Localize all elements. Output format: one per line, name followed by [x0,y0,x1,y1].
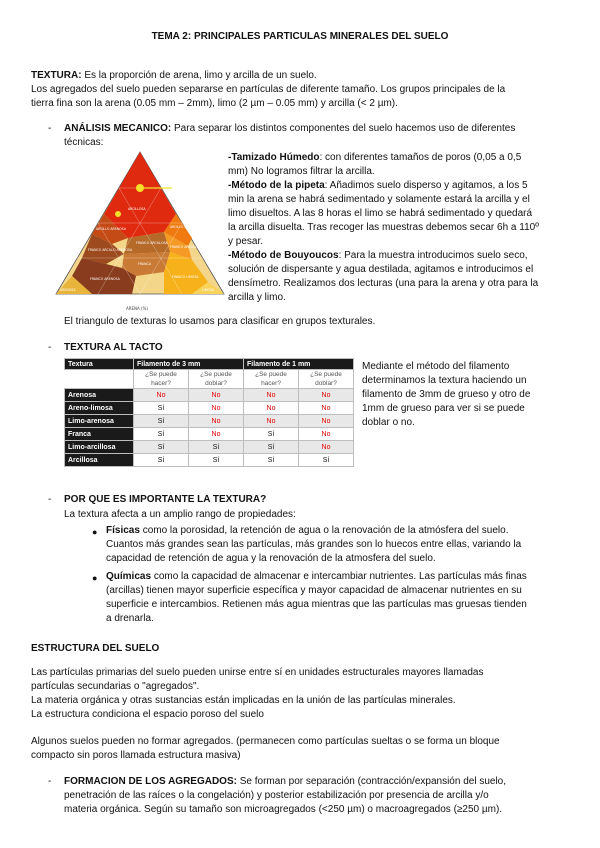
tamizado-line-1: : con diferentes tamaños de poros (0,05 a 0,5 [319,152,522,163]
table-cell: Sí [134,428,189,441]
triangle-label: ARCILLO LIMOSA [170,225,197,229]
triangle-label: ARENOSA [60,288,76,292]
textura-line-1: Es la proporción de arena, limo y arcilla de un suelo. [84,70,317,81]
row-label: Franca [65,428,134,441]
row-label: Areno-limosa [65,402,134,415]
tacto-desc-line: Mediante el método del filamento [362,361,510,372]
quimicas-line-4: a drenarla. [106,613,154,624]
texture-triangle-figure [52,148,228,316]
estructura-line: La materia orgánica y otras sustancias están implicadas en la unión de las partículas minerales. [31,695,456,706]
pipeta-line-1: : Añadimos suelo disperso y agitamos, a los 5 [324,180,528,191]
table-subheader: ¿Se puede hacer? [134,370,189,389]
table-row [65,389,354,402]
tamizado-line-2: mm) No logramos filtrar la arcilla. [228,166,375,177]
table-cell: Sí [299,454,354,467]
table-cell: Sí [244,454,299,467]
table-cell: No [189,415,244,428]
table-header: Textura [65,359,134,370]
triangle-label: FRANCA [138,262,151,266]
table-cell: Sí [189,454,244,467]
tacto-table-wrap [64,358,354,467]
table-row [65,454,354,467]
pipeta-line-5: y pesar. [228,236,264,247]
triangle-label: FRANCO ARENOSA [90,277,120,281]
dash-analisis: - [48,123,52,134]
table-cell: Sí [134,441,189,454]
estructura-line: compacto sin poros llamada estructura masiva) [31,750,241,761]
analisis-intro [64,122,564,150]
table-cell: No [299,441,354,454]
table-cell: Sí [134,454,189,467]
tacto-table [64,358,354,467]
analisis-line-1: Para separar los distintos componentes del suelo hacemos uso de diferentes [174,123,516,134]
pipeta-line-2: min la arena se habrá sedimentado y solamente estará la arcilla y el [228,194,530,205]
table-cell: No [299,402,354,415]
quimicas-line-3: superficie e intercambios. Retienen más agua mientras que las partículas mas gruesas tienden [106,599,527,610]
textura-line-3: tierra fina son la arena (0.05 mm – 2mm), limo (2 µm – 0.05 mm) y arcilla (< 2 µm). [31,98,398,109]
row-label: Limo-arenosa [65,415,134,428]
formacion-line-1: Se forman por separación (contracción/expansión del suelo, [239,776,507,787]
table-cell: Sí [134,415,189,428]
triangle-label: LIMOSA [202,288,215,292]
formacion-label: FORMACION DE LOS AGREGADOS: [64,776,237,787]
importante-label: POR QUE ES IMPORTANTE LA TEXTURA? [64,494,267,505]
table-subheader: ¿Se puede doblar? [189,370,244,389]
triangle-label: FRANCO ARCILLO ARENOSA [88,248,133,252]
fisicas-line-1: como la porosidad, la retención de agua o la renovación de la atmósfera del suelo. [142,525,509,536]
triangle-note: El triangulo de texturas lo usamos para clasificar en grupos texturales. [64,316,376,327]
quimicas-line-1: como la capacidad de almacenar e intercambiar nutrientes. Las partículas más finas [153,571,527,582]
table-row [65,441,354,454]
bouyoucos-label: -Método de Bouyoucos [228,250,339,261]
table-cell: No [244,402,299,415]
tacto-desc [362,360,577,430]
quimicas-block [106,570,576,626]
estructura-line: Algunos suelos pueden no formar agregados. (permanecen como partículas sueltas o se forma un bloque [31,736,500,747]
fisicas-block [106,524,576,566]
triangle-label: ARCILLO ARENOSA [96,227,126,231]
quimicas-label: Químicas [106,571,152,582]
estructura-line: La estructura condiciona el espacio poroso del suelo [31,709,264,720]
table-cell: Sí [134,402,189,415]
bouyoucos-line-4: arcilla y limo. [228,292,286,303]
textura-section [31,69,576,111]
table-header: Filamento de 1 mm [244,359,354,370]
fisicas-line-2: Cuantos más grandes sean las partículas, más grandes son lo huecos entre ellas, variando la [106,539,522,550]
metodos-text [228,151,578,305]
row-label: Arenosa [65,389,134,402]
table-cell: No [244,389,299,402]
table-subheader: ¿Se puede hacer? [244,370,299,389]
triangle-label: FRANCO LIMOSA [172,275,199,279]
table-cell: Sí [189,441,244,454]
textura-label: TEXTURA: [31,70,82,81]
pipeta-line-3: limo disueltos. A las 8 horas el limo se habrá sedimentado y quedará [228,208,533,219]
triangle-axis-label: ARENA (%) [126,306,148,311]
pipeta-label: -Método de la pipeta [228,180,325,191]
table-row [65,415,354,428]
tacto-label: TEXTURA AL TACTO [64,342,163,353]
bouyoucos-line-1: : Para la muestra introducimos suelo seco, [338,250,528,261]
table-cell: Sí [244,428,299,441]
bullet-icon: ● [92,527,98,537]
tamizado-label: -Tamizado Húmedo [228,152,320,163]
quimicas-line-2: (arcillas) tienen mayor superficie específica y mayor capacidad de almacenar nutrientes en su [106,585,522,596]
table-cell: No [299,428,354,441]
page-title: TEMA 2: PRINCIPALES PARTICULAS MINERALES DEL SUELO [151,31,449,42]
pipeta-line-4: la arcilla disuelta. Tras recoger las muestras debemos secar 6h a 110º [228,222,539,233]
table-cell: No [134,389,189,402]
row-label: Arcillosa [65,454,134,467]
table-cell: No [189,402,244,415]
tacto-desc-line: filamento de 3mm de grueso y otro de [362,389,531,400]
estructura-text-2 [31,735,576,763]
table-cell: No [299,415,354,428]
sample-dot [115,211,121,217]
triangle-label: FRANCO ARCILLOSA [136,241,168,245]
dash-importante: - [48,494,52,505]
formacion-line-2: penetración de las raíces o la congelación) y posterior estabilización por presencia de arcilla y/o [64,790,489,801]
fisicas-line-3: capacidad de retención de agua y la renovación de la atmosfera del suelo. [106,553,436,564]
estructura-title: ESTRUCTURA DEL SUELO [31,643,160,654]
table-cell: No [299,389,354,402]
analisis-line-2: técnicas: [64,137,104,148]
tacto-desc-line: determinamos la textura haciendo un [362,375,527,386]
tacto-desc-line: doblar o no. [362,417,415,428]
bullet-icon: ● [92,573,98,583]
row-label: Limo-arcillosa [65,441,134,454]
estructura-line: partículas secundarias o "agregados". [31,681,200,692]
fisicas-label: Físicas [106,525,140,536]
estructura-text [31,666,576,722]
dash-tacto: - [48,342,52,353]
table-header: Filamento de 3 mm [134,359,244,370]
table-cell: No [244,415,299,428]
bouyoucos-line-3: densímetro. Realizamos dos lecturas (una para la arena y otra para la [228,278,539,289]
analisis-label: ANÁLISIS MECANICO: [64,123,172,134]
table-cell: Sí [244,441,299,454]
tacto-desc-line: 1mm de grueso para ver si se puede [362,403,525,414]
triangle-label: ARCILLOSA [128,207,146,211]
formacion-line-3: materia orgánica. Según su tamaño son microagregados (<250 µm) o macroagregados (≥250 µm). [64,804,503,815]
textura-line-2: Los agregados del suelo pueden separarse en partículas de diferente tamaño. Los grupos principales de la [31,84,506,95]
table-subheader: ¿Se puede doblar? [299,370,354,389]
table-cell: No [189,389,244,402]
table-cell: No [189,428,244,441]
importante-intro: La textura afecta a un amplio rango de propiedades: [64,509,296,520]
triangle-label: FRANCO ARCILLO LIMOSA [170,245,211,249]
dash-formacion: - [48,776,52,787]
bouyoucos-line-2: solución de dispersante y agua destilada, agitamos e introducimos el [228,264,534,275]
table-row [65,428,354,441]
estructura-line: Las partículas primarias del suelo pueden unirse entre sí en unidades estructurales mayores llamadas [31,667,484,678]
formacion-block [64,775,576,817]
table-row [65,402,354,415]
